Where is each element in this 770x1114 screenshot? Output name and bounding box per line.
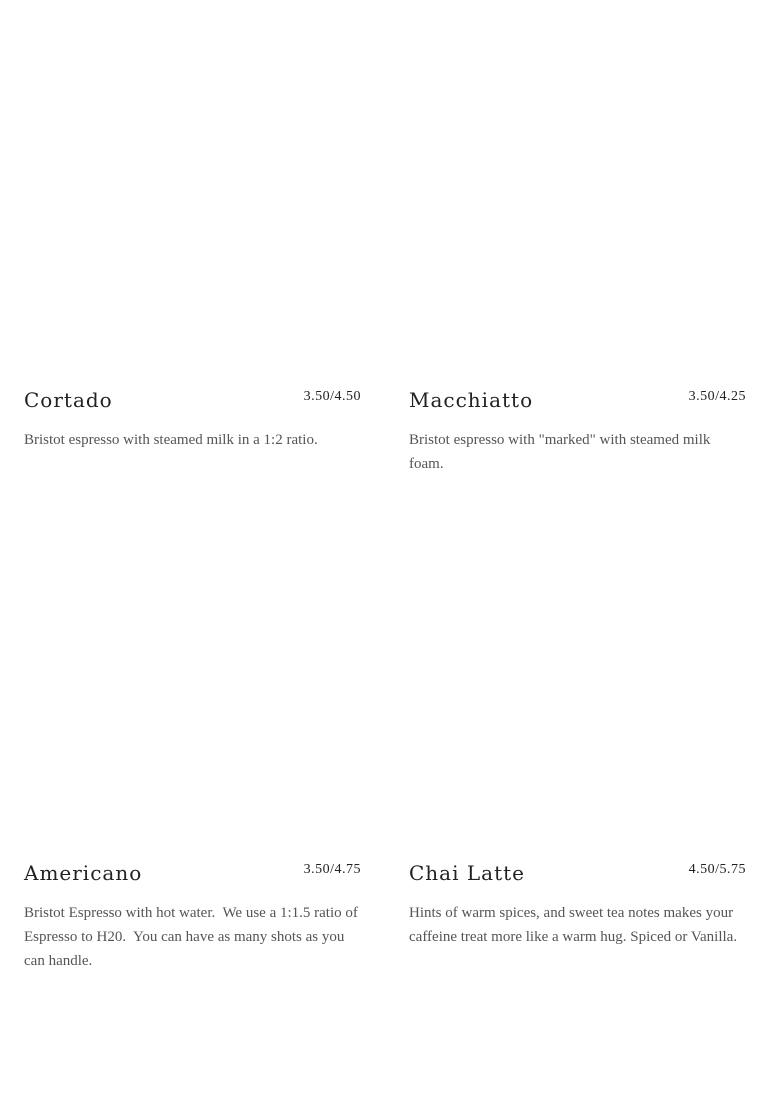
menu-item-name: Cortado bbox=[24, 388, 113, 412]
menu-item-price: 3.50/4.50 bbox=[303, 389, 361, 404]
menu-item-description: Bristot espresso with "marked" with steamed milk foam. bbox=[409, 432, 715, 472]
menu-item-name: Chai Latte bbox=[409, 861, 525, 885]
menu-item-header bbox=[24, 859, 361, 889]
cropped-top-decoration bbox=[430, 0, 520, 4]
menu-item-chai-latte[interactable] bbox=[409, 859, 746, 949]
menu-item-americano[interactable] bbox=[24, 859, 361, 973]
menu-item-description: Bristot Espresso with hot water. We use a 1:1.5 ratio of Espresso to H20. You can have as many shots as you can handle. bbox=[24, 905, 362, 969]
menu-item-cortado[interactable] bbox=[24, 386, 361, 452]
menu-item-price: 3.50/4.75 bbox=[303, 862, 361, 877]
menu-item-price: 3.50/4.25 bbox=[688, 389, 746, 404]
menu-item-description: Bristot espresso with steamed milk in a 1:2 ratio. bbox=[24, 432, 318, 448]
menu-item-price: 4.50/5.75 bbox=[688, 862, 746, 877]
menu-item-header bbox=[24, 386, 361, 416]
menu-item-name: Americano bbox=[24, 861, 143, 885]
menu-item-description: Hints of warm spices, and sweet tea notes makes your caffeine treat more like a warm hug. Spiced or Vanilla. bbox=[409, 905, 738, 945]
menu-item-header bbox=[409, 386, 746, 416]
menu-item-name: Macchiatto bbox=[409, 388, 534, 412]
menu-item-header bbox=[409, 859, 746, 889]
menu-item-macchiatto[interactable] bbox=[409, 386, 746, 476]
